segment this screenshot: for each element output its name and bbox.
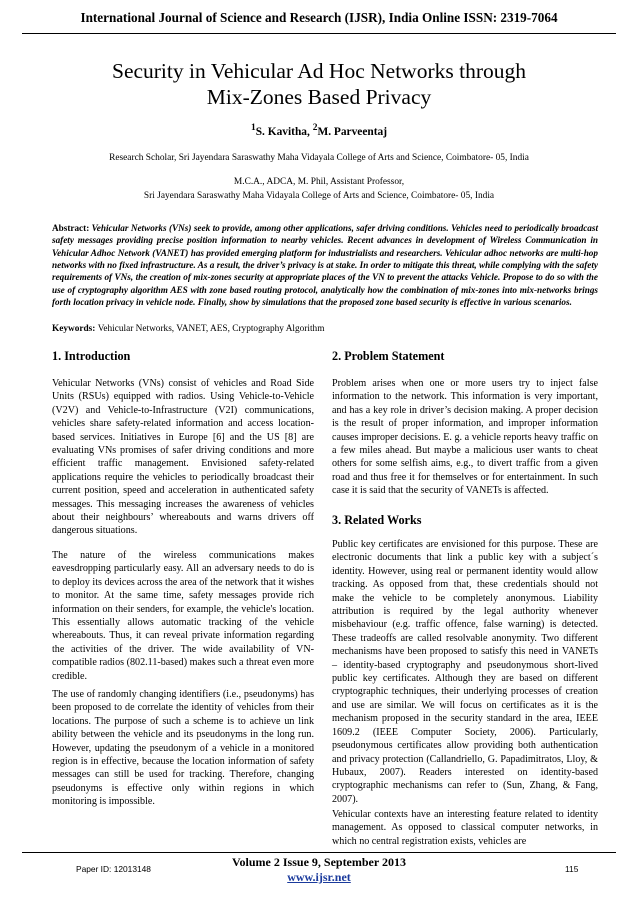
keywords-label: Keywords: (52, 324, 98, 334)
affiliation-2-title: M.C.A., ADCA, M. Phil, Assistant Professor, (233, 177, 405, 187)
affiliation-2-institution: Sri Jayendara Saraswathy Maha Vidayala College of Arts and Science, Coimbatore- 05, India (143, 191, 495, 201)
section-heading-problem-statement: 2. Problem Statement (332, 349, 445, 363)
header-rule (22, 33, 616, 34)
footer-website-link[interactable]: www.ijsr.net (287, 870, 351, 884)
title-line-2: Mix-Zones Based Privacy (206, 85, 432, 109)
journal-header: International Journal of Science and Research (IJSR), India Online ISSN: 2319-7064 (80, 10, 558, 25)
paper-title (40, 58, 598, 110)
related-works-paragraph-2: Vehicular contexts have an interesting feature related to identity management. As opposed to classical computer networks, in which no central registration exists, vehicles are (332, 809, 598, 847)
section-heading-introduction: 1. Introduction (52, 349, 131, 363)
related-works-paragraph-1: Public key certificates are envisioned for this purpose. These are electronic documents that link a public key with a subject´s identity. However, using real or permanent identity would allow tracking. As opposed from that, these credentials should not make the vehicle to be completely anonymous. Liability attribution is required by the legal authority whenever misbehaviour (e.g. traffic offence, false warning) is detected. These tradeoffs are called resolvable anonymity. Two different mechanisms have been proposed to satisfy this need in VANETs – identity-based cryptography and pseudonymous short-lived public key certificates. Although they are based on different cryptographic techniques, their underlying processes of creation and use are similar. We will focus on certificates as it is the mechanism proposed in the security standard in the area, IEEE 1609.2 (IEEE Computer Society, 2006). Particularly, pseudonymous certificates allow providing both authentication and privacy protection (Callandriello, G. Papadimitratos, Lloy, & Hubaux, 2007). Readers interested on identity-based cryptographic mechanisms can refer to (Sun, Zhang, & Fang, 2007). (332, 539, 598, 805)
footer-volume: Volume 2 Issue 9, September 2013 (231, 855, 406, 869)
abstract-text: Vehicular Networks (VNs) seek to provide, among other applications, safer driving conditions. Vehicles need to periodically broadcast safety messages providing precise position information to nearby vehicles. Recent advances in development of Wireless Communication in Vehicular Adhoc Network (VANET) has provided emerging platform for industrialists and researchers. Vehicular adhoc networks are multi-hop networks with no fixed infrastructure. As a result, the driver’s privacy is at stake. In order to mitigate this threat, while complying with the safety requirements of VNs, the creation of mix-zones security at appropriate places of the VN to prevent the attacks Vehicle. Propose to do so with the use of cryptography algorithm AES with zone based routing protocol, analytically how the combination of mix-zones into mix-networks brings forth location privacy in vehicle node. Finally, show by simulations that the proposed zone based security is effective in various scenarios. (52, 223, 599, 308)
intro-paragraph-3: The use of randomly changing identifiers (i.e., pseudonyms) has been proposed to de correlate the identity of vehicles from their locations. The purpose of such a scheme is to achieve un link ability between the vehicle and its pseudonyms in the long run. However, updating the pseudonym of a vehicle in a monitored region is in effective, because the location information of safety messages can still be used for tracking. Therefore, changing pseudonyms is effective only within regions in which monitoring is impossible. (52, 689, 314, 808)
footer-rule (22, 852, 616, 853)
intro-paragraph-1: Vehicular Networks (VNs) consist of vehicles and Road Side Units (RSUs) equipped with radios. Using Vehicle-to-Vehicle (V2V) and Vehicle-to-Infrastructure (V2I) communications, vehicles share safety-related information and access location-based services. Initiatives in Europe [6] and the US [8] are evaluating VNs promises of safer driving conditions and more efficient traffic management. Envisioned safety-related applications require the vehicles to periodically broadcast their current position, speed and acceleration in authenticated safety messages. This messaging increases the awareness of vehicles about their neighbours’ whereabouts and warns drivers off dangerous situations. (52, 378, 314, 537)
intro-paragraph-2: The nature of the wireless communications makes eavesdropping particularly easy. All an adversary needs to do is to deploy its devices across the area of the network that it wishes to monitor. At the same time, safety messages provide rich information on their senders, for example, the vehicle's location. This essentially allows automatic tracking of the vehicle whereabouts. Thus, it can reveal private information regarding the activities of the driver. The wide availability of VN-compatible radios (802.11-based) makes such a threat even more credible. (52, 550, 314, 682)
abstract-label: Abstract: (52, 223, 92, 233)
author-2-name: M. Parveentaj (317, 125, 388, 138)
abstract (52, 222, 598, 308)
footer-page-number: 115 (565, 864, 579, 874)
section-heading-related-works: 3. Related Works (332, 513, 422, 527)
affiliation-1: Research Scholar, Sri Jayendara Saraswathy Maha Vidayala College of Arts and Science, Coimbatore- 05, India (109, 153, 529, 163)
author-list (0, 123, 638, 138)
author-2-affil-mark: 2 (312, 123, 318, 133)
problem-statement-paragraph: Problem arises when one or more users try to inject false information to the network. This information is very important, and has a key role in driver’s decision making. A proper decision is the result of proper information, and improper information causes improper decisions. E. g. a vehicle reports heavy traffic on a few miles ahead. But maybe a malicious user wants to cheat others for some selfish aims, e.g., to divert traffic from a given road and thus free it for themselves or for entertainment. In such case it is said that the security of VANETs is affected. (332, 378, 598, 497)
title-line-1: Security in Vehicular Ad Hoc Networks through (111, 59, 526, 83)
footer-paper-id: Paper ID: 12013148 (76, 864, 151, 874)
author-1-affil-mark: 1 (250, 123, 256, 133)
keywords (52, 324, 598, 334)
author-1-name: S. Kavitha, (255, 125, 313, 138)
keywords-text: Vehicular Networks, VANET, AES, Cryptography Algorithm (97, 324, 325, 334)
